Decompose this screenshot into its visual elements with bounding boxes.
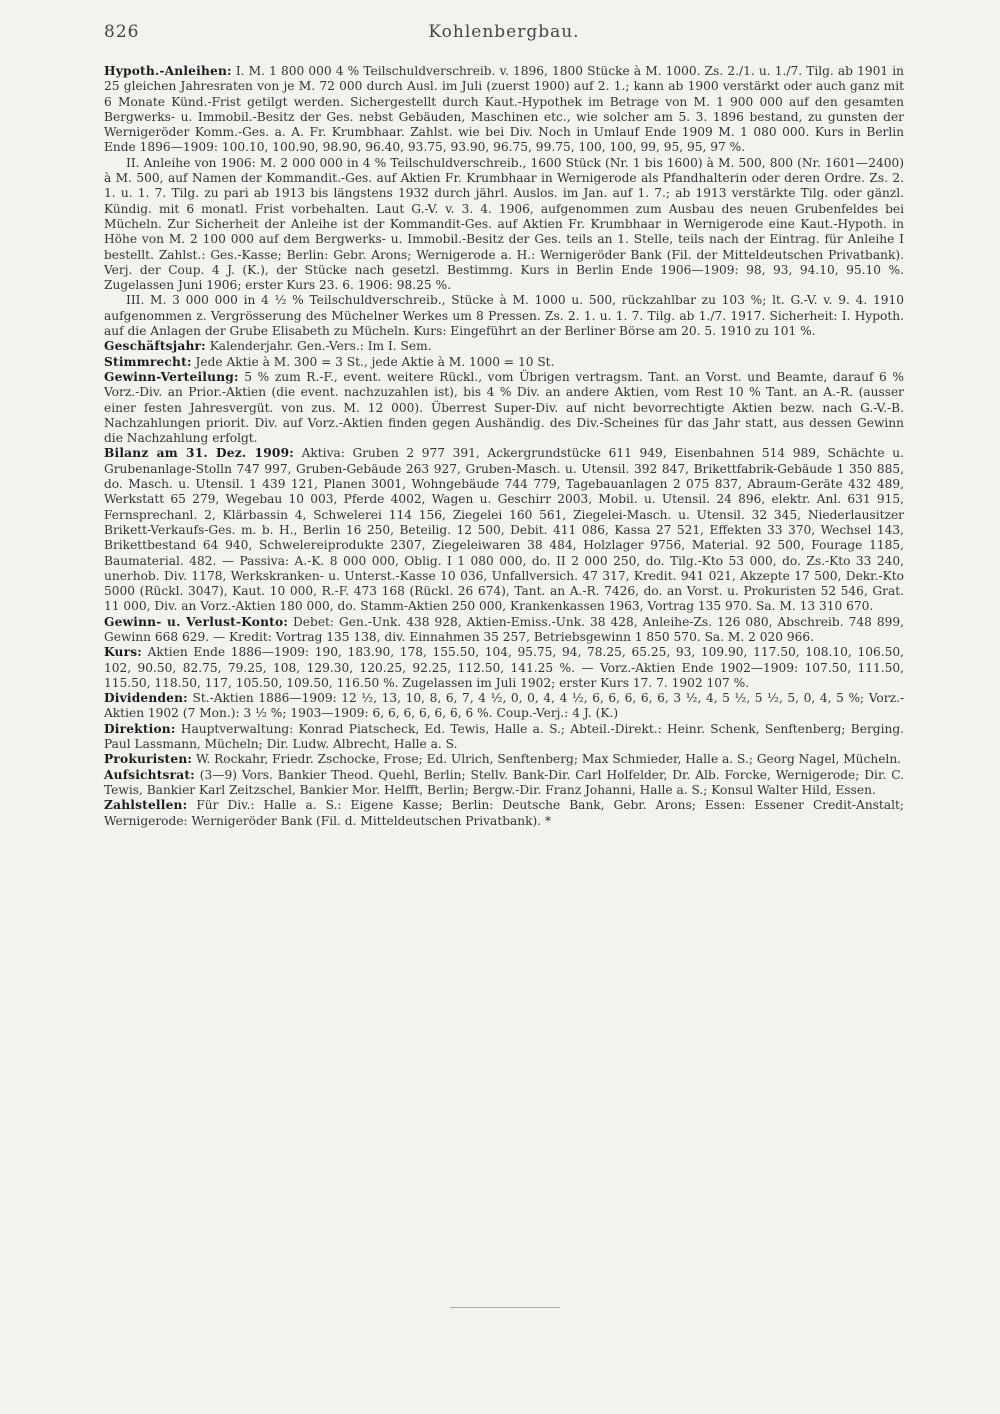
paragraph-text: Für Div.: Halle a. S.: Eigene Kasse; Berlin: Deutsche Bank, Gebr. Arons; Essen: Essener Credit-Anstalt; Wernigerode: Wernigeröder Bank (Fil. d. Mitteldeutschen Privatbank). *: [104, 798, 904, 828]
section-lead: Geschäftsjahr:: [104, 339, 206, 354]
running-title: Kohlenbergbau.: [428, 22, 580, 42]
paragraph-direktion: [104, 722, 904, 753]
paragraph-text: Kalenderjahr. Gen.-Vers.: Im I. Sem.: [205, 339, 432, 354]
page-header: [104, 22, 904, 46]
section-lead: Prokuristen:: [104, 752, 193, 767]
body-text: [104, 64, 904, 829]
paragraph-prokuristen: [104, 752, 904, 767]
section-lead: Dividenden:: [104, 691, 188, 706]
paragraph-text: W. Rockahr, Friedr. Zschocke, Frose; Ed. Ulrich, Senftenberg; Max Schmieder, Halle a. S.; Georg Nagel, Mücheln.: [192, 752, 902, 767]
section-lead: Zahlstellen:: [104, 798, 188, 813]
paragraph-text: II. Anleihe von 1906: M. 2 000 000 in 4 % Teilschuldverschreib., 1600 Stück (Nr. 1 bis 1600) à M. 500, 800 (Nr. 1601—2400) à M. 500, auf Namen der Kommandit.-Ges. auf Aktien Fr. Krumbhaar in Wernigerode als Pfandhalterin oder deren Ordre. Zs. 2. 1. u. 1. 7. Tilg. zu pari ab 1913 bis längstens 1932 durch jährl. Auslos. im Jan. auf 1. 7.; ab 1913 verstärkte Tilg. oder gänzl. Kündig. mit 6 monatl. Frist vorbehalten. Laut G.-V. v. 3. 4. 1906, aufgenommen zum Ausbau des neuen Grubenfeldes bei Mücheln. Zur Sicherheit der Anleihe ist der Kommandit-Ges. auf Aktien Fr. Krumbhaar in Wernigerode eine Kaut.-Hypoth. in Höhe von M. 2 100 000 auf dem Bergwerks- u. Immobil.-Besitz der Ges. teils an 1. Stelle, teils nach der Eintrag. für Anleihe I bestellt. Zahlst.: Ges.-Kasse; Berlin: Gebr. Arons; Wernigerode a. H.: Wernigeröder Bank (Fil. der Mitteldeutschen Privatbank). Verj. der Coup. 4 J. (K.), der Stücke nach gesetzl. Bestimmg. Kurs in Berlin Ende 1906—1909: 98, 93, 94.10, 95.10 %. Zugelassen Juni 1906; erster Kurs 23. 6. 1906: 98.25 %.: [104, 155, 904, 293]
paragraph-text: Hauptverwaltung: Konrad Piatscheck, Ed. Tewis, Halle a. S.; Abteil.-Direkt.: Heinr. Schenk, Senftenberg; Berging. Paul Lassmann, Mücheln; Dir. Ludw. Albrecht, Halle a. S.: [104, 721, 904, 752]
paragraph-kurs: [104, 645, 904, 691]
paragraph-text: 5 % zum R.-F., event. weitere Rückl., vom Übrigen vertragsm. Tant. an Vorst. und Beamte, darauf 6 % Vorz.-Div. an Prior.-Aktien (die event. nachzuzahlen ist), bis 4 % Div. an andere Aktien, vom Rest 10 % Tant. an A.-R. (ausser einer festen Jahresvergüt. von zus. M. 12 000). Überrest Super-Div. auf nicht bevorrechtigte Aktien bezw. nach G.-V.-B. Nachzahlungen priorit. Div. auf Vorz.-Aktien finden gegen Aushändig. des Div.-Scheines für das Jahr statt, aus dessen Gewinn die Nachzahlung erfolgt.: [104, 369, 904, 446]
section-lead: Gewinn- u. Verlust-Konto:: [104, 614, 289, 629]
paragraph-text: Aktiva: Gruben 2 977 391, Ackergrundstücke 611 949, Eisenbahnen 514 989, Schächte u. Grubenanlage-Stolln 747 997, Gruben-Gebäude 263 927, Gruben-Masch. u. Utensil. 392 847, Brikettfabrik-Gebäude 1 350 885, do. Masch. u. Utensil. 1 439 121, Planen 3001, Wohngebäude 744 779, Tagebauanlagen 2 075 837, Abraum-Geräte 432 489, Werkstatt 65 279, Wegebau 10 003, Pferde 4002, Wagen u. Geschirr 2003, Mobil. u. Utensil. 24 896, elektr. Anl. 631 915, Fernsprechanl. 2, Klärbassin 4, Schwelerei 114 156, Ziegelei 160 561, Ziegelei-Masch. u. Utensil. 32 345, Niederlausitzer Brikett-Verkaufs-Ges. m. b. H., Berlin 16 250, Beteilig. 12 500, Debit. 411 086, Kassa 27 521, Effekten 33 370, Wechsel 143, Brikettbestand 64 940, Schwelereiprodukte 2307, Ziegeleiwaren 38 484, Holzlager 9756, Material. 92 500, Fourage 1185, Baumaterial. 482. — Passiva: A.-K. 8 000 000, Oblig. I 1 080 000, do. II 2 000 250, do. Tilg.-Kto 53 000, do. Zs.-Kto 33 240, unerhob. Div. 1178, Werkskranken- u. Unterst.-Kasse 10 036, Unfallversich. 47 317, Kredit. 941 021, Akzepte 17 500, Dekr.-Kto 5000 (Rückl. 3047), Kaut. 10 000, R.-F. 473 168 (Rückl. 26 674), Tant. an A.-R. 7426, do. an Vorst. u. Prokuristen 52 546, Grat. 11 000, Div. an Vorz.-Aktien 180 000, do. Stamm-Aktien 250 000, Krankenkassen 1963, Vortrag 135 970. Sa. M. 13 310 670.: [104, 446, 904, 614]
section-lead: Bilanz am 31. Dez. 1909:: [104, 446, 294, 461]
section-lead: Gewinn-Verteilung:: [104, 369, 239, 384]
paragraph-text: Debet: Gen.-Unk. 438 928, Aktien-Emiss.-Unk. 38 428, Anleihe-Zs. 126 080, Abschreib. 748 899, Gewinn 668 629. — Kredit: Vortrag 135 138, div. Einnahmen 35 257, Betriebsgewinn 1 850 570. Sa. M. 2 020 966.: [104, 614, 904, 644]
paragraph-gewinn-verlust: [104, 615, 904, 646]
paragraph-text: (3—9) Vors. Bankier Theod. Quehl, Berlin; Stellv. Bank-Dir. Carl Holfelder, Dr. Alb. Forcke, Wernigerode; Dir. C. Tewis, Bankier Karl Zeitzschel, Bankier Mor. Helfft, Berlin; Bergw.-Dir. Franz Johanni, Halle a. S.; Konsul Walter Hild, Essen.: [104, 767, 904, 797]
paragraph-text: III. M. 3 000 000 in 4 ½ % Teilschuldverschreib., Stücke à M. 1000 u. 500, rückzahlbar zu 103 %; lt. G.-V. v. 9. 4. 1910 aufgenommen z. Vergrösserung des Müchelner Werkes um 8 Pressen. Zs. 2. 1. u. 1. 7. Tilg. ab 1./7. 1917. Sicherheit: I. Hypoth. auf die Anlagen der Grube Elisabeth zu Mücheln. Kurs: Eingeführt an der Berliner Börse am 20. 5. 1910 zu 101 %.: [104, 293, 904, 339]
paragraph-text: St.-Aktien 1886—1909: 12 ½, 13, 10, 8, 6, 7, 4 ½, 0, 0, 4, 4 ½, 6, 6, 6, 6, 6, 3 ½, 4, 5 ½, 5 ½, 5, 0, 4, 5 %; Vorz.-Aktien 1902 (7 Mon.): 3 ½ %; 1903—1909: 6, 6, 6, 6, 6, 6, 6 %. Coup.-Verj.: 4 J. (K.): [104, 691, 904, 721]
paragraph-text: I. M. 1 800 000 4 % Teilschuldverschreib. v. 1896, 1800 Stücke à M. 1000. Zs. 2./1. u. 1./7. Tilg. ab 1901 in 25 gleichen Jahresraten von je M. 72 000 durch Ausl. im Juli (zuerst 1900) auf 2. 1.; kann ab 1900 verstärkt oder auch ganz mit 6 Monate Künd.-Frist getilgt werden. Sichergestellt durch Kaut.-Hypothek im Betrage von M. 1 900 000 auf den gesamten Bergwerks- u. Immobil.-Besitz der Ges. nebst Gebäuden, Maschinen etc., wie solcher am 5. 3. 1896 bestand, zu gunsten der Wernigeröder Komm.-Ges. a. A. Fr. Krumbhaar. Zahlst. wie bei Div. Noch in Umlauf Ende 1909 M. 1 080 000. Kurs in Berlin Ende 1896—1909: 100.10, 100.90, 98.90, 96.40, 93.75, 93.90, 96.75, 99.75, 100, 100, 99, 95, 95, 97 %.: [104, 64, 904, 155]
paragraph-bilanz: [104, 446, 904, 614]
paragraph-stimmrecht: [104, 355, 904, 370]
paragraph-anleihe-iii: [104, 293, 904, 339]
section-lead: Hypoth.-Anleihen:: [104, 64, 232, 78]
paragraph-anleihe-ii: [104, 156, 904, 294]
section-lead: Kurs:: [104, 645, 142, 660]
section-lead: Aufsichtsrat:: [104, 767, 195, 782]
paragraph-text: Jede Aktie à M. 300 = 3 St., jede Aktie à M. 1000 = 10 St.: [191, 354, 555, 369]
paragraph-gewinn-verteilung: [104, 370, 904, 446]
paragraph-text: Aktien Ende 1886—1909: 190, 183.90, 178, 155.50, 104, 95.75, 94, 78.25, 65.25, 93, 109.90, 117.50, 108.10, 106.50, 102, 90.50, 82.75, 79.25, 108, 129.30, 120.25, 92.25, 112.50, 141.25 %. — Vorz.-Aktien Ende 1902—1909: 107.50, 111.50, 115.50, 118.50, 117, 105.50, 109.50, 116.50 %. Zugelassen im Juli 1902; erster Kurs 17. 7. 1902 107 %.: [104, 645, 904, 690]
page-number: 826: [104, 22, 140, 42]
paragraph-geschaeftsjahr: [104, 339, 904, 354]
paragraph-hypoth-anleihen: [104, 64, 904, 156]
end-rule: [450, 1307, 560, 1308]
section-lead: Direktion:: [104, 721, 176, 736]
section-lead: Stimmrecht:: [104, 354, 192, 369]
paragraph-zahlstellen: [104, 798, 904, 829]
paragraph-aufsichtsrat: [104, 768, 904, 799]
paragraph-dividenden: [104, 691, 904, 722]
